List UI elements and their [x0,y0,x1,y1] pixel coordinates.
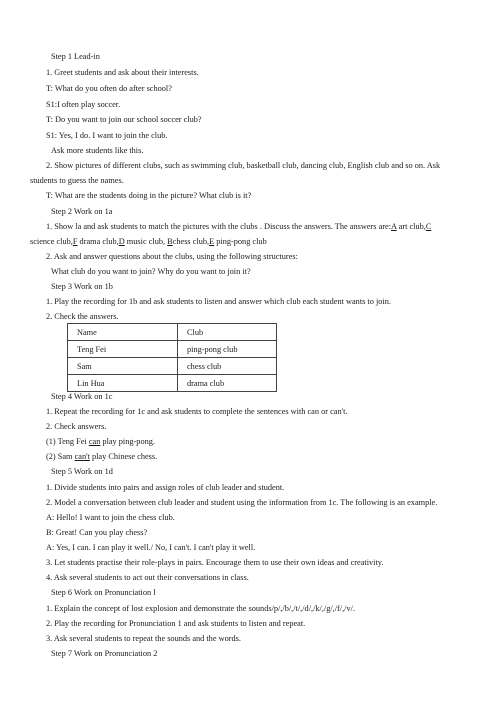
answer-a: A [391,222,397,231]
step2-line-2: 2. Ask and answer questions about the clubs, using the following structures: [46,252,298,261]
step2-line-3: What club do you want to join? Why do you want to join it? [51,267,251,276]
answer-f: F [72,237,78,246]
table-row [68,375,277,392]
step1-line-7b: students to guess the names. [30,176,124,185]
step5-line-3: A: Hello! I want to join the chess club. [46,513,175,522]
table-row [68,358,277,375]
step2-line-1b: science club,F drama club,D music club, Bchess club,E ping-pong club [30,237,267,246]
step5-line-4: B: Great! Can you play chess? [46,528,148,537]
step3-line-2: 2. Check the answers. [46,312,119,321]
step1-line-6: Ask more students like this. [51,146,144,155]
answer-c: C [425,222,432,231]
table-cell: Lin Hua [68,375,178,392]
table-cell: ping-pong club [178,341,277,358]
answer-d: D [118,237,125,246]
table-header-name: Name [68,324,178,341]
step4-line-2: 2. Check answers. [46,422,107,431]
step6-line-1: 1. Explain the concept of lost explosion and demonstrate the sounds/p/,/b/,/t/,/d/,/k/,/g/,/f/,/v/. [46,604,356,613]
table-header-row [68,324,277,341]
table-header-club: Club [178,324,277,341]
answer-e: E [209,237,215,246]
step7-heading: Step 7 Work on Pronunciation 2 [51,649,158,658]
step5-line-7: 4. Ask several students to act out their conversations in class. [46,573,249,582]
step6-line-2: 2. Play the recording for Pronunciation 1 and ask students to listen and repeat. [46,619,306,628]
step4-line-4: (2) Sam can't play Chinese chess. [46,452,158,461]
step4-heading: Step 4 Work on 1c [51,392,113,401]
answer-b: B [167,237,173,246]
step4-line-3: (1) Teng Fei can play ping-pong. [46,437,155,446]
step5-heading: Step 5 Work on 1d [51,467,113,476]
step5-line-2: 2. Model a conversation between club leader and student using the information from 1c. The following is an example. [46,498,438,507]
step1-line-2: T: What do you often do after school? [46,84,172,93]
step1-line-4: T: Do you want to join our school soccer club? [46,115,202,124]
answer-cant: can't [74,452,90,461]
step2-heading: Step 2 Work on 1a [51,207,113,216]
step3-line-1: 1. Play the recording for 1b and ask students to listen and answer which club each student wants to join. [46,297,391,306]
table-cell: Sam [68,358,178,375]
step6-line-3: 3. Ask several students to repeat the sounds and the words. [46,634,241,643]
step3-heading: Step 3 Work on 1b [51,282,113,291]
step1-line-1: 1. Greet students and ask about their interests. [46,68,199,77]
answer-table [67,323,277,392]
step5-line-1: 1. Divide students into pairs and assign roles of club leader and student. [46,483,285,492]
step2-line-1: 1. Show la and ask students to match the pictures with the clubs . Discuss the answers. The answers are:A art club,C [46,222,432,231]
step5-line-6: 3. Let students practise their role-plays in pairs. Encourage them to use their own ideas and creativity. [46,558,384,567]
step4-line-1: 1. Repeat the recording for 1c and ask students to complete the sentences with can or can't. [46,407,348,416]
step5-line-5: A: Yes, I can. I can play it well./ No, I can't. I can't play it well. [46,543,256,552]
step1-line-7a: 2. Show pictures of different clubs, such as swimming club, basketball club, dancing club, English club and so on. Ask [46,161,441,170]
step6-heading: Step 6 Work on Pronunciation l [51,588,156,597]
step1-line-5: S1: Yes, I do. I want to join the club. [46,131,168,140]
table-cell: drama club [178,375,277,392]
table-cell: Teng Fei [68,341,178,358]
answer-can: can [88,437,101,446]
table-row [68,341,277,358]
step1-line-3: S1:I often play soccer. [46,100,121,109]
step1-line-8: T: What are the students doing in the picture? What club is it? [46,191,252,200]
step1-heading: Step 1 Lead-in [51,52,100,61]
table-cell: chess club [178,358,277,375]
